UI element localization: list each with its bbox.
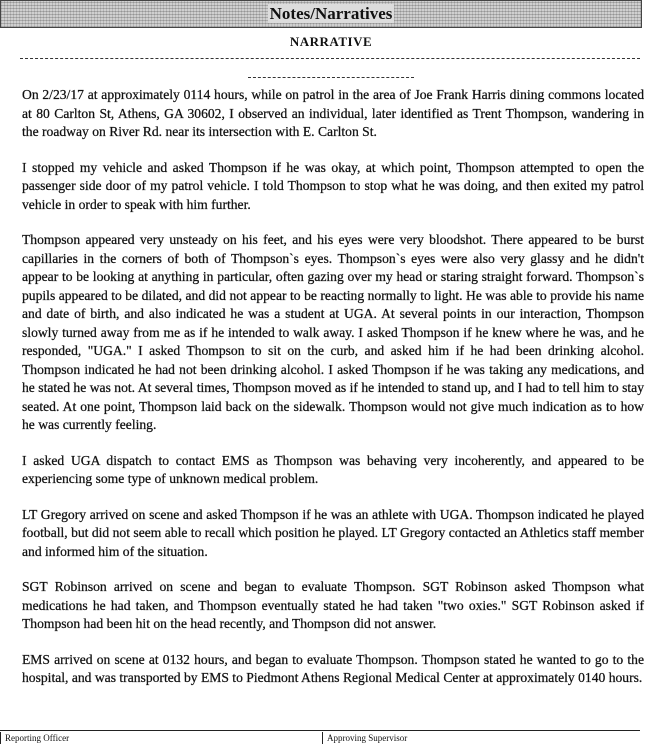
narrative-paragraph: EMS arrived on scene at 0132 hours, and began to evaluate Thompson. Thompson stated he wanted to go to the hospital, and was transported by EMS to Piedmont Athens Regional Medical Center at approximately 0140 hours. bbox=[22, 651, 644, 685]
narrative-paragraph: SGT Robinson arrived on scene and began to evaluate Thompson. SGT Robinson asked Thompson what medications he had taken, and Thompson eventually stated he had taken "two oxies." SGT Robinson asked if Thompson had been hit on the head recently, and Thompson did not answer. bbox=[22, 579, 644, 631]
page-title bbox=[0, 0, 660, 26]
page-title-text: Notes/Narratives bbox=[269, 4, 393, 23]
section-title: NARRATIVE bbox=[289, 34, 373, 49]
reporting-officer-label: Reporting Officer bbox=[0, 732, 305, 744]
narrative-paragraph: I asked UGA dispatch to contact EMS as Thompson was behaving very incoherently, and appeared to be experiencing some type of unknown medical problem. bbox=[22, 452, 644, 486]
narrative-paragraph: Thompson appeared very unsteady on his feet, and his eyes were very bloodshot. There appeared to be burst capillaries in the corners of both of Thompson`s eyes. Thompson`s eyes were also very glassy and he didn't appear to be looking at anything in particular, often gazing over my head or staring straight forward. Thompson`s pupils appeared to be dilated, and did not appear to be reacting normally to light. He was able to provide his name and date of birth, and also indicated he was a student at UGA. At several points in our interaction, Thompson slowly turned away from me as if he intended to walk away. I asked Thompson if he knew where he was, and he responded, "UGA." I asked Thompson to sit on the curb, and asked him if he had been drinking alcohol. Thompson indicated he had not been drinking alcohol. I asked Thompson if he was taking any medications, and he stated he was not. At several times, Thompson moved as if he intended to stand up, and I had to tell him to stay seated. At one point, Thompson laid back on the sidewalk. Thompson would not give much indication as to how he was currently feeling. bbox=[22, 232, 644, 432]
short-dashed-divider bbox=[248, 77, 414, 78]
dashed-divider bbox=[20, 58, 640, 59]
approving-supervisor-label: Approving Supervisor bbox=[322, 732, 627, 744]
narrative-paragraph: On 2/23/17 at approximately 0114 hours, while on patrol in the area of Joe Frank Harris dining commons located at 80 Carlton St, Athens, GA 30602, I observed an individual, later identified as Trent Thompson, wandering in the roadway on River Rd. near its intersection with E. Carlton St. bbox=[22, 87, 644, 139]
narrative-paragraph: LT Gregory arrived on scene and asked Thompson if he was an athlete with UGA. Thompson indicated he played football, but did not seem able to recall which position he played. LT Gregory contacted an Athletics staff member and informed him of the situation. bbox=[22, 506, 644, 559]
narrative-paragraph: I stopped my vehicle and asked Thompson if he was okay, at which point, Thompson attempted to open the passenger side door of my patrol vehicle. I told Thompson to stop what he was doing, and then exited my patrol vehicle in order to speak with him further. bbox=[22, 159, 644, 212]
narrative-body bbox=[22, 86, 644, 705]
footer-divider bbox=[0, 730, 640, 731]
